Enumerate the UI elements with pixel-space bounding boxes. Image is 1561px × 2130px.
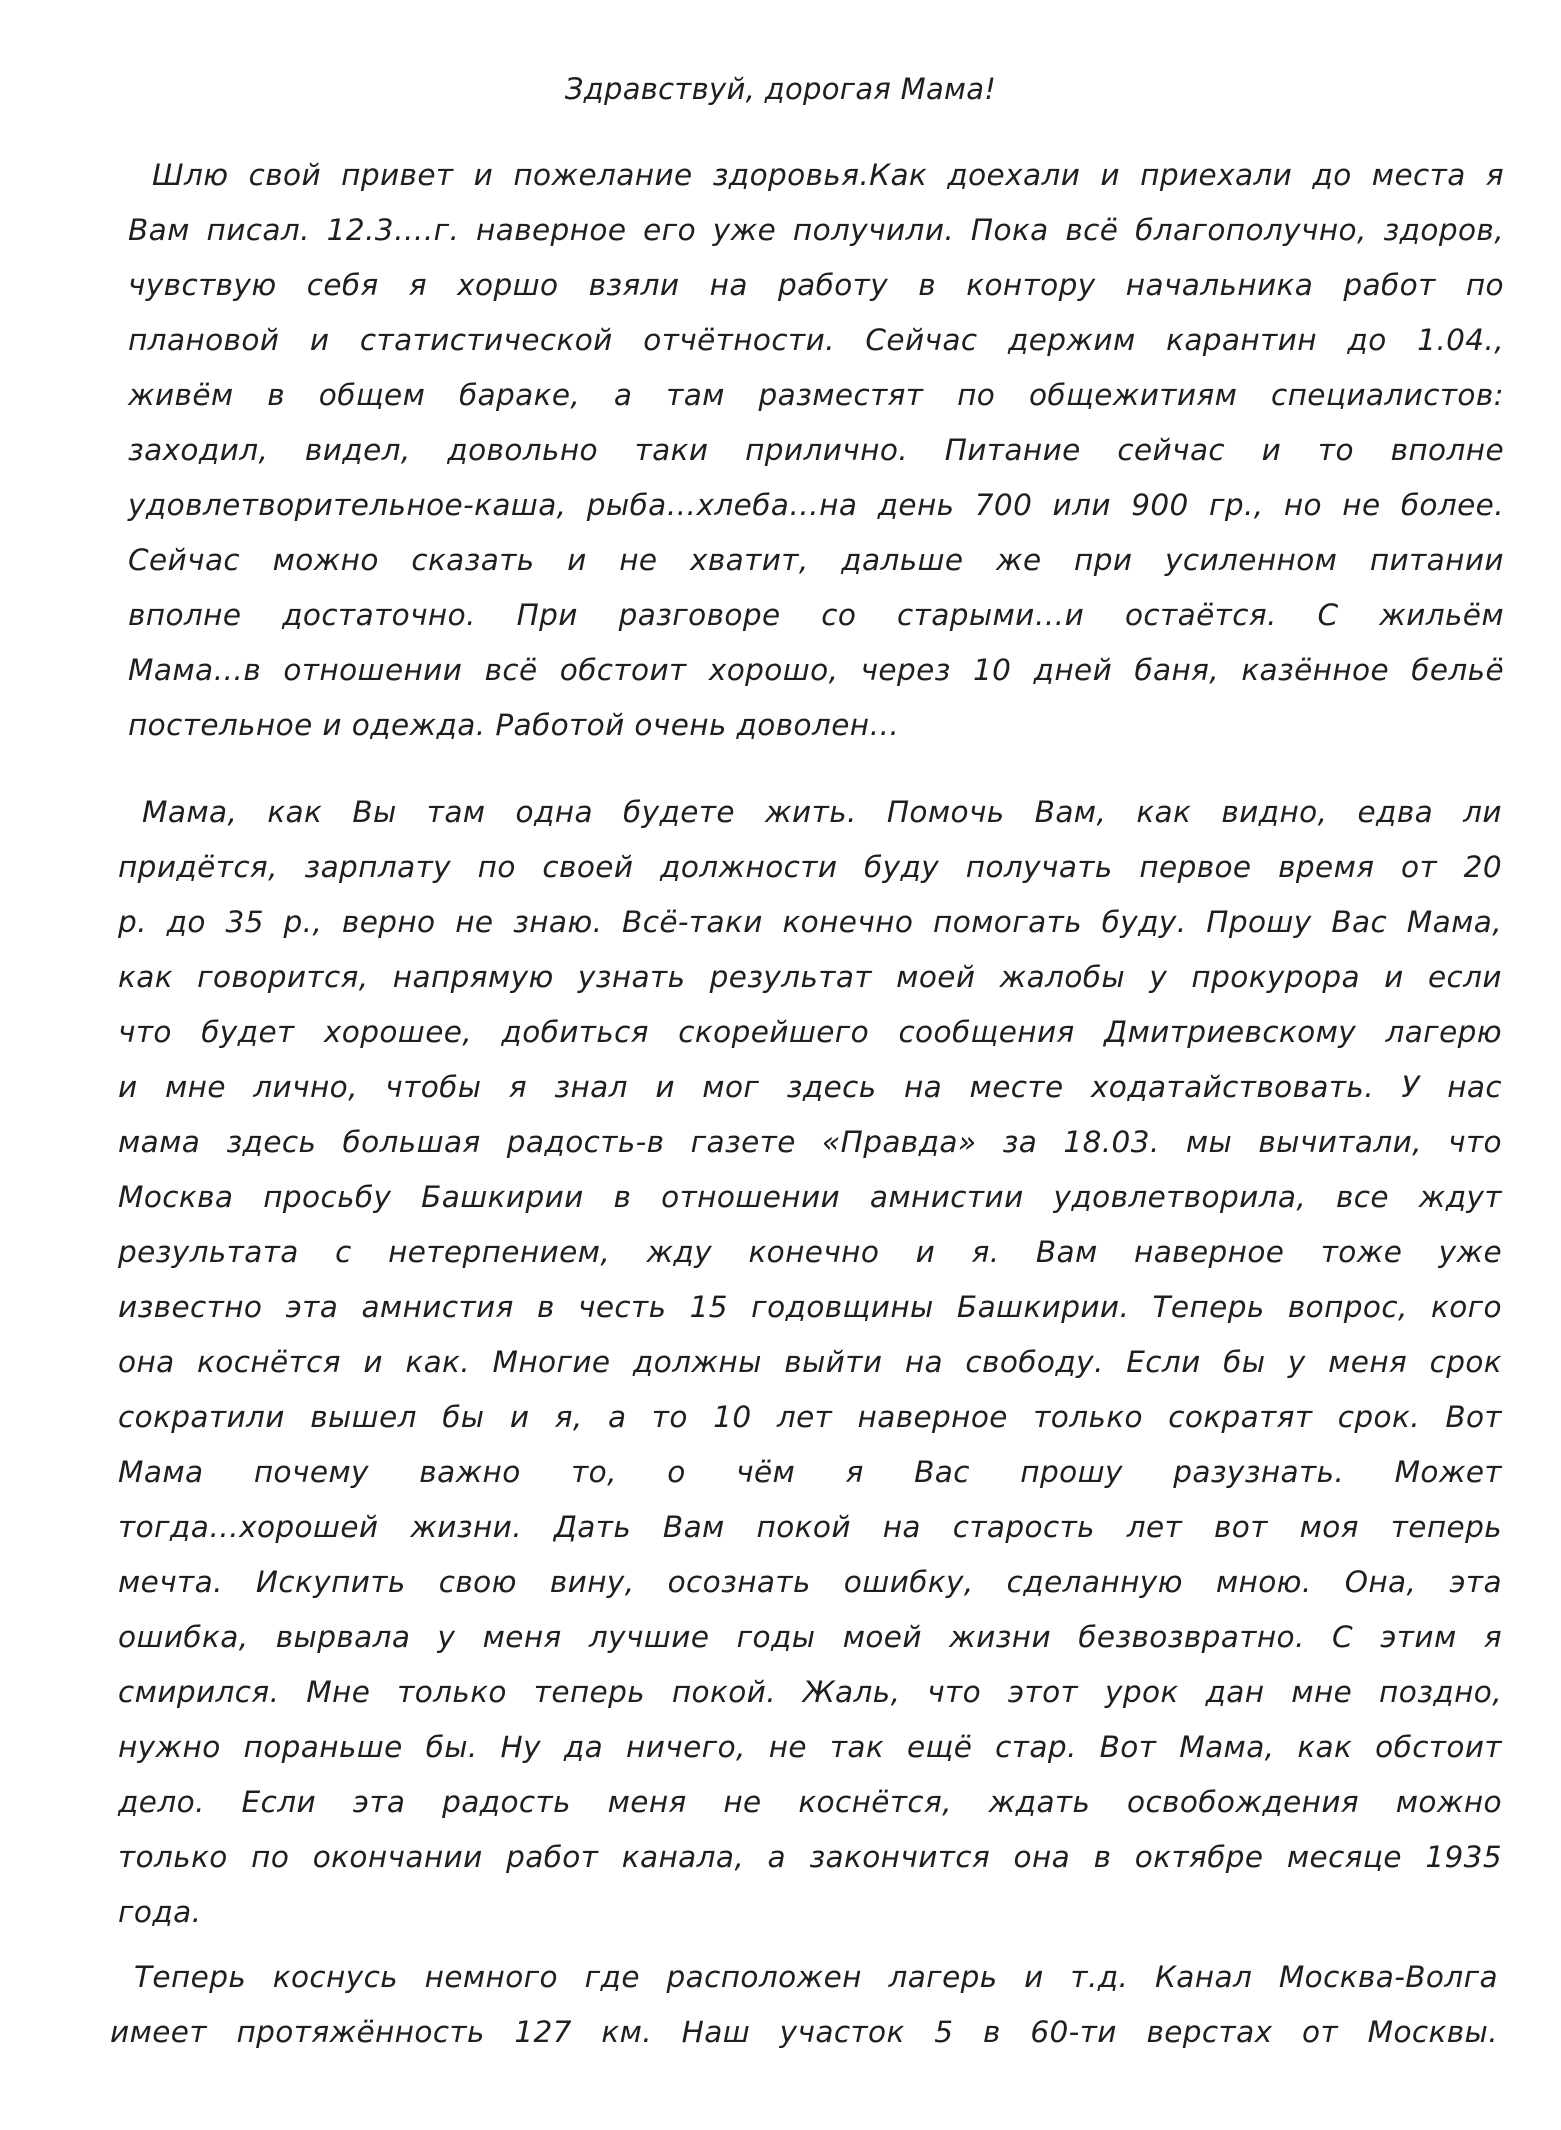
text-line: мечта. Искупить свою вину, осознать ошибку, сделанную мною. Она, эта [118, 1565, 1502, 1599]
text-line: Москва просьбу Башкирии в отношении амнистии удовлетворила, все ждут [118, 1180, 1502, 1214]
text-line: она коснётся и как. Многие должны выйти на свободу. Если бы у меня срок [118, 1345, 1502, 1379]
text-line: Вам писал. 12.3….г. наверное его уже получили. Пока всё благополучно, здоров, [128, 213, 1504, 247]
text-line: как говорится, напрямую узнать результат моей жалобы у прокурора и если [118, 960, 1502, 994]
text-line: результата с нетерпением, жду конечно и я. Вам наверное тоже уже [118, 1235, 1502, 1269]
letter-greeting: Здравствуй, дорогая Мама! [564, 72, 997, 106]
paragraph-3 [110, 1950, 1498, 2060]
text-line: ошибка, вырвала у меня лучшие годы моей жизни безвозвратно. С этим я [118, 1620, 1502, 1654]
text-line: заходил, видел, довольно таки прилично. Питание сейчас и то вполне [128, 433, 1504, 467]
text-line: и мне лично, чтобы я знал и мог здесь на месте ходатайствовать. У нас [118, 1070, 1502, 1104]
text-line: чувствую себя я хоршо взяли на работу в контору начальника работ по [128, 268, 1504, 302]
text-line: постельное и одежда. Работой очень доволен… [128, 708, 900, 742]
text-line: Мама…в отношении всё обстоит хорошо, через 10 дней баня, казённое бельё [128, 653, 1504, 687]
text-line: Мама, как Вы там одна будете жить. Помочь Вам, как видно, едва ли [142, 795, 1502, 829]
text-line: тогда…хорошей жизни. Дать Вам покой на старость лет вот моя теперь [118, 1510, 1502, 1544]
text-line: имеет протяжённость 127 км. Наш участок 5 в 60-ти верстах от Москвы. [110, 2015, 1498, 2049]
text-line: придётся, зарплату по своей должности буду получать первое время от 20 [118, 850, 1502, 884]
text-line: что будет хорошее, добиться скорейшего сообщения Дмитриевскому лагерю [118, 1015, 1502, 1049]
paragraph-2 [118, 785, 1502, 1940]
text-line: нужно пораньше бы. Ну да ничего, не так ещё стар. Вот Мама, как обстоит [118, 1730, 1502, 1764]
text-line: Мама почему важно то, о чём я Вас прошу разузнать. Может [118, 1455, 1502, 1489]
text-line: смирился. Мне только теперь покой. Жаль, что этот урок дан мне поздно, [118, 1675, 1502, 1709]
text-line: Сейчас можно сказать и не хватит, дальше же при усиленном питании [128, 543, 1504, 577]
text-line: известно эта амнистия в честь 15 годовщины Башкирии. Теперь вопрос, кого [118, 1290, 1502, 1324]
text-line: сократили вышел бы и я, а то 10 лет наверное только сократят срок. Вот [118, 1400, 1502, 1434]
text-line: живём в общем бараке, а там разместят по общежитиям специалистов: [128, 378, 1504, 412]
text-line: только по окончании работ канала, а закончится она в октябре месяце 1935 [118, 1840, 1502, 1874]
text-line: Теперь коснусь немного где расположен лагерь и т.д. Канал Москва-Волга [134, 1960, 1498, 1994]
text-line: вполне достаточно. При разговоре со старыми…и остаётся. С жильём [128, 598, 1504, 632]
paragraph-1 [128, 148, 1504, 753]
text-line: Шлю свой привет и пожелание здоровья.Как доехали и приехали до места я [152, 158, 1504, 192]
text-line: плановой и статистической отчётности. Сейчас держим карантин до 1.04., [128, 323, 1504, 357]
text-line: р. до 35 р., верно не знаю. Всё-таки конечно помогать буду. Прошу Вас Мама, [118, 905, 1502, 939]
text-line: года. [118, 1895, 202, 1929]
text-line: дело. Если эта радость меня не коснётся, ждать освобождения можно [118, 1785, 1502, 1819]
text-line: удовлетворительное-каша, рыба…хлеба…на день 700 или 900 гр., но не более. [128, 488, 1504, 522]
text-line: мама здесь большая радость-в газете «Правда» за 18.03. мы вычитали, что [118, 1125, 1502, 1159]
